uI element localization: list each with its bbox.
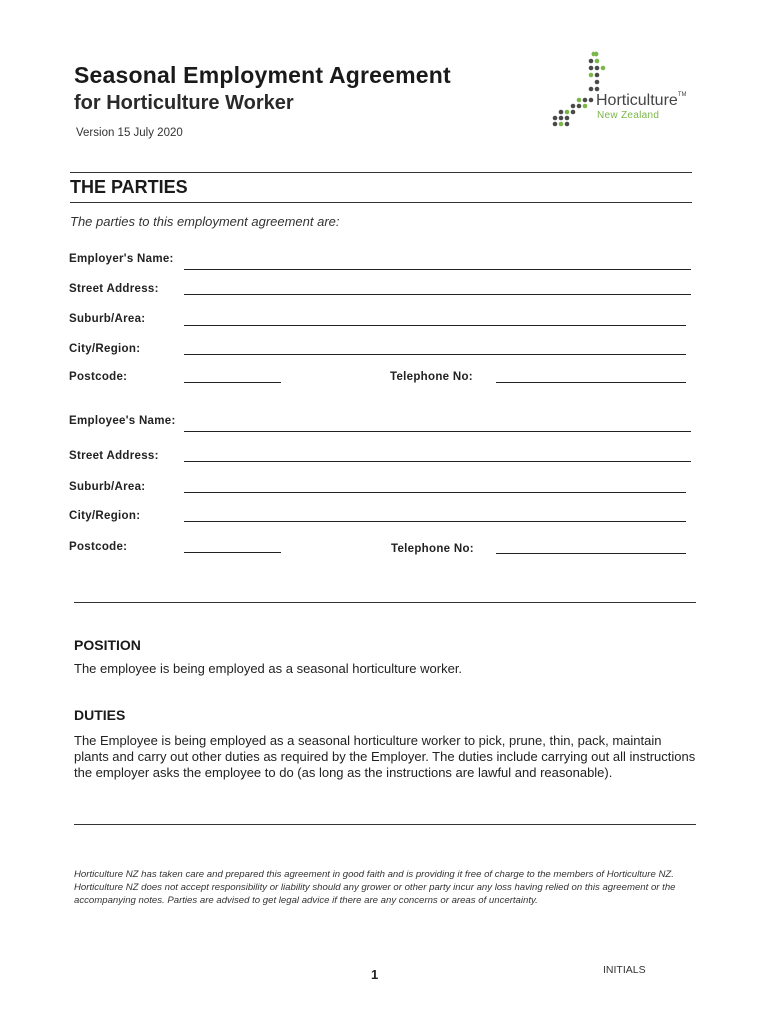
horticulture-nz-logo [548,48,718,132]
employee-postcode-label: Postcode: [69,541,128,553]
logo-name: Horticulture™ [596,92,687,109]
employer-telephone-label: Telephone No: [390,371,473,383]
employer-suburb-field[interactable] [184,325,686,326]
employer-telephone-field[interactable] [496,382,686,383]
employee-suburb-label: Suburb/Area: [69,481,146,493]
employee-telephone-label: Telephone No: [391,543,474,555]
page-number: 1 [371,967,379,982]
divider [70,172,692,173]
logo-trademark: TM [677,92,687,98]
position-text: The employee is being employed as a seasonal horticulture worker. [74,661,463,676]
disclaimer-text: Horticulture NZ has taken care and prepared this agreement in good faith and is providing it free of charge to the members of Horticulture NZ. Horticulture NZ does not accept responsibility or liability should any grower or other party incur any loss having relied on this agreement or the accompanying notes. Parties are advised to get legal advice if there are any concerns or areas of uncertainty. [74,869,676,906]
divider [74,824,696,825]
employer-postcode-field[interactable] [184,382,281,383]
employer-name-field[interactable] [184,269,691,270]
employer-street-label: Street Address: [69,283,159,295]
employee-telephone-field[interactable] [496,553,686,554]
employee-postcode-field[interactable] [184,552,281,553]
employee-street-field[interactable] [184,461,691,462]
employer-city-field[interactable] [184,354,686,355]
logo-subtitle: New Zealand [597,110,660,121]
employee-name-label: Employee's Name: [69,415,176,427]
employer-name-label: Employer's Name: [69,253,174,265]
employer-postcode-label: Postcode: [69,371,128,383]
employer-city-label: City/Region: [69,343,141,355]
divider [74,602,696,603]
section-heading-position: POSITION [74,637,141,653]
document-subtitle: for Horticulture Worker [74,92,294,114]
version-text: Version 15 July 2020 [76,127,183,139]
parties-intro: The parties to this employment agreement are: [70,214,340,229]
duties-text: The Employee is being employed as a seasonal horticulture worker to pick, prune, thin, pack, maintain plants and carry out other duties as required by the Employer. The duties include carrying out all instructions the employer asks the employee to do (as long as the instructions are lawful and reasonable). [74,733,696,780]
employee-suburb-field[interactable] [184,492,686,493]
employee-city-label: City/Region: [69,510,141,522]
initials-label: INITIALS [603,964,646,976]
employee-street-label: Street Address: [69,450,159,462]
employee-city-field[interactable] [184,521,686,522]
employee-name-field[interactable] [184,431,691,432]
divider [70,202,692,203]
employer-street-field[interactable] [184,294,691,295]
section-heading-duties: DUTIES [74,707,126,723]
employer-suburb-label: Suburb/Area: [69,313,146,325]
section-heading-parties: THE PARTIES [70,177,188,197]
document-title: Seasonal Employment Agreement [74,62,451,88]
